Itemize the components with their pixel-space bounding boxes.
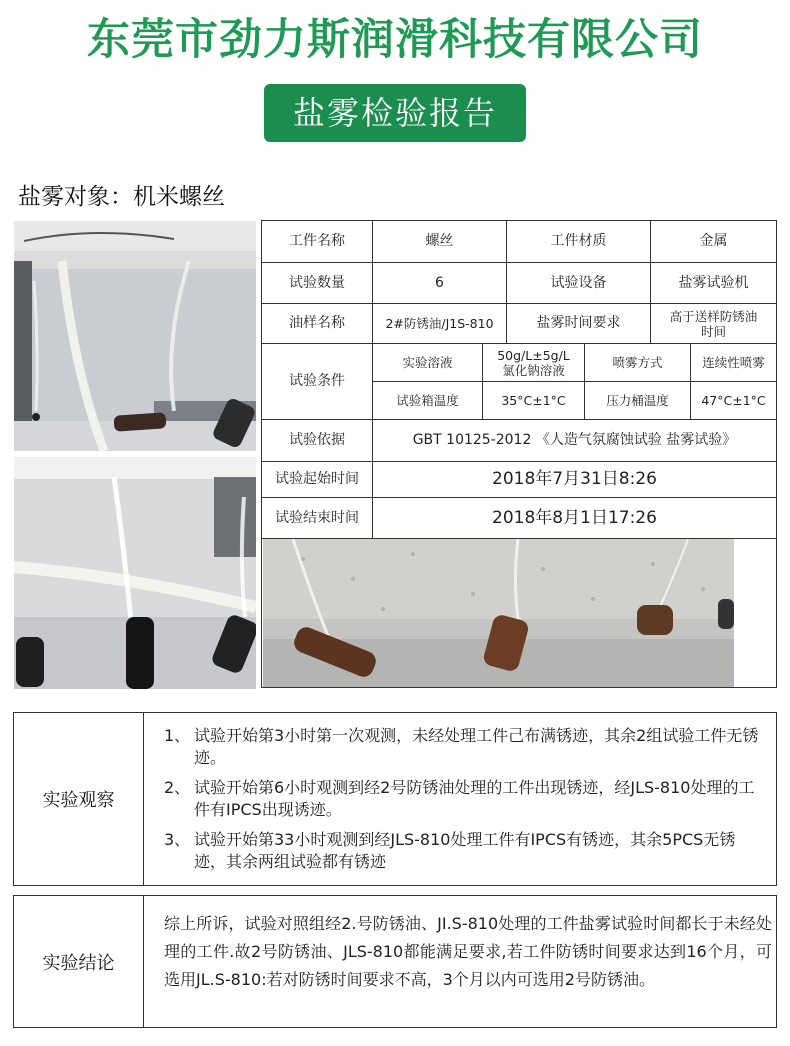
test-subject: 盐雾对象：机米螺丝 bbox=[18, 184, 225, 210]
observation-text: 试验开始第6小时观测到经2号防锈油处理的工件出现锈迹，经JLS-810处理的工件有IPCS出现诱迹。 bbox=[194, 778, 755, 819]
start-time-value: 2018年7月31日8:26 bbox=[373, 462, 776, 498]
end-time-label: 试验结束时间 bbox=[262, 498, 373, 539]
observation-item bbox=[164, 777, 764, 821]
quantity-label: 试验数量 bbox=[262, 263, 373, 304]
tank-temp-value: 47°C±1°C bbox=[691, 382, 776, 420]
tank-temp-label: 压力桶温度 bbox=[585, 382, 691, 420]
basis-value: GBT 10125-2012 《人造气氛腐蚀试验 盐雾试验》 bbox=[373, 420, 776, 462]
solution-label: 实验溶液 bbox=[373, 344, 483, 382]
material-label: 工件材质 bbox=[507, 221, 651, 263]
oil-value: 2#防锈油/J1S-810 bbox=[373, 304, 507, 344]
conclusion-label: 实验结论 bbox=[14, 896, 144, 1027]
equipment-value: 盐雾试验机 bbox=[651, 263, 776, 304]
observation-item bbox=[164, 829, 764, 873]
oil-label: 油样名称 bbox=[262, 304, 373, 344]
start-time-label: 试验起始时间 bbox=[262, 462, 373, 498]
observation-text: 试验开始第33小时观测到经JLS-810处理工件有IPCS有锈迹，其余5PCS无锈迹，其余两组试验都有锈迹 bbox=[194, 830, 736, 871]
salt-spray-photo-1 bbox=[14, 221, 256, 451]
spray-value: 连续性喷雾 bbox=[691, 344, 776, 382]
conclusion-text: 综上所诉，试验对照组经2.号防锈油、JI.S-810处理的工件盐雾试验时间都长于未经处理的工件.故2号防锈油、JLS-810都能满足要求,若工件防锈时间要求达到16个月，可选用JL.S-810:若对防锈时间要求不高，3个月以内可选用2号防锈油。 bbox=[164, 914, 772, 989]
time-requirement-label: 盐雾时间要求 bbox=[507, 304, 651, 344]
part-name-value: 螺丝 bbox=[373, 221, 507, 263]
salt-spray-photo-2 bbox=[14, 457, 256, 689]
observation-number: 1、 bbox=[164, 726, 191, 745]
solution-value: 50g/L±5g/L氯化钠溶液 bbox=[483, 344, 585, 382]
part-name-label: 工件名称 bbox=[262, 221, 373, 263]
basis-label: 试验依据 bbox=[262, 420, 373, 462]
chamber-temp-label: 试验箱温度 bbox=[373, 382, 483, 420]
spray-label: 喷雾方式 bbox=[585, 344, 691, 382]
observation-label: 实验观察 bbox=[14, 713, 144, 885]
material-value: 金属 bbox=[651, 221, 776, 263]
company-name: 东莞市劲力斯润滑科技有限公司 bbox=[87, 15, 703, 65]
test-info-table bbox=[261, 220, 777, 688]
time-requirement-value: 高于送样防锈油时间 bbox=[651, 304, 776, 344]
observation-text: 试验开始第3小时第一次观测，未经处理工件己布满锈迹，其余2组试验工件无锈迹。 bbox=[194, 726, 759, 767]
conclusion-section bbox=[13, 895, 777, 1028]
observation-section bbox=[13, 712, 777, 886]
observation-item bbox=[164, 725, 764, 769]
chamber-temp-value: 35°C±1°C bbox=[483, 382, 585, 420]
end-time-value: 2018年8月1日17:26 bbox=[373, 498, 776, 539]
conditions-label: 试验条件 bbox=[262, 344, 373, 420]
equipment-label: 试验设备 bbox=[507, 263, 651, 304]
observation-number: 3、 bbox=[164, 830, 191, 849]
quantity-value: 6 bbox=[373, 263, 507, 304]
observation-number: 2、 bbox=[164, 778, 191, 797]
report-title-badge: 盐雾检验报告 bbox=[264, 84, 526, 142]
